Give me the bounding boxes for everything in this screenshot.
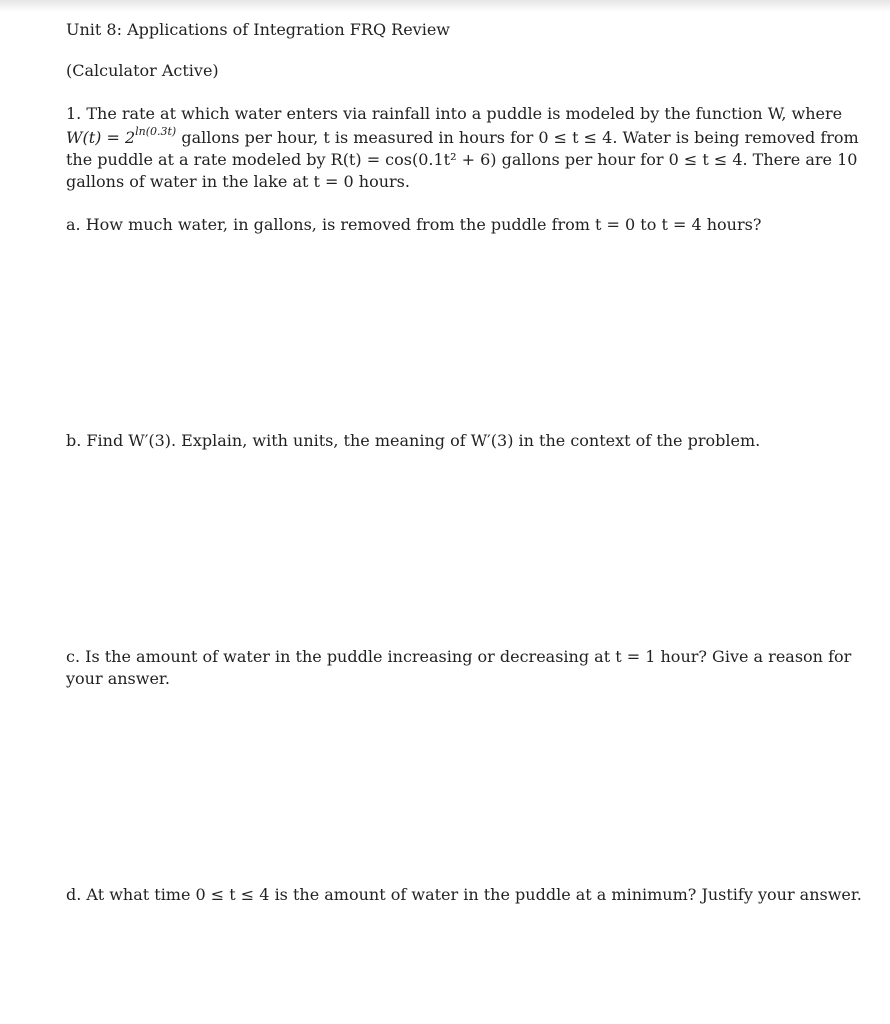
question-c-line-2: your answer. [66, 669, 170, 688]
problem-intro-line-2-rest: gallons per hour, t is measured in hours for 0 ≤ t ≤ 4. Water is being removed from [176, 128, 859, 147]
question-d: d. At what time 0 ≤ t ≤ 4 is the amount of water in the puddle at a minimum? Justify your answer. [66, 885, 862, 904]
question-c-line-1: c. Is the amount of water in the puddle increasing or decreasing at t = 1 hour? Give a reason for [66, 647, 852, 666]
question-b: b. Find W′(3). Explain, with units, the meaning of W′(3) in the context of the problem. [66, 431, 761, 450]
worksheet-subtitle: (Calculator Active) [66, 61, 219, 80]
problem-intro-line-1: 1. The rate at which water enters via rainfall into a puddle is modeled by the function W, where [66, 104, 843, 123]
problem-intro-line-2 [66, 127, 859, 151]
problem-intro-line-4: gallons of water in the lake at t = 0 hours. [66, 172, 410, 191]
question-a: a. How much water, in gallons, is removed from the puddle from t = 0 to t = 4 hours? [66, 215, 762, 234]
problem-intro-line-3: the puddle at a rate modeled by R(t) = cos(0.1t² + 6) gallons per hour for 0 ≤ t ≤ 4. There are 10 [66, 150, 858, 169]
function-w-exponent: ln(0.3t) [135, 125, 177, 138]
worksheet-title: Unit 8: Applications of Integration FRQ Review [66, 20, 450, 39]
function-w-definition: W(t) = 2 [66, 128, 136, 147]
